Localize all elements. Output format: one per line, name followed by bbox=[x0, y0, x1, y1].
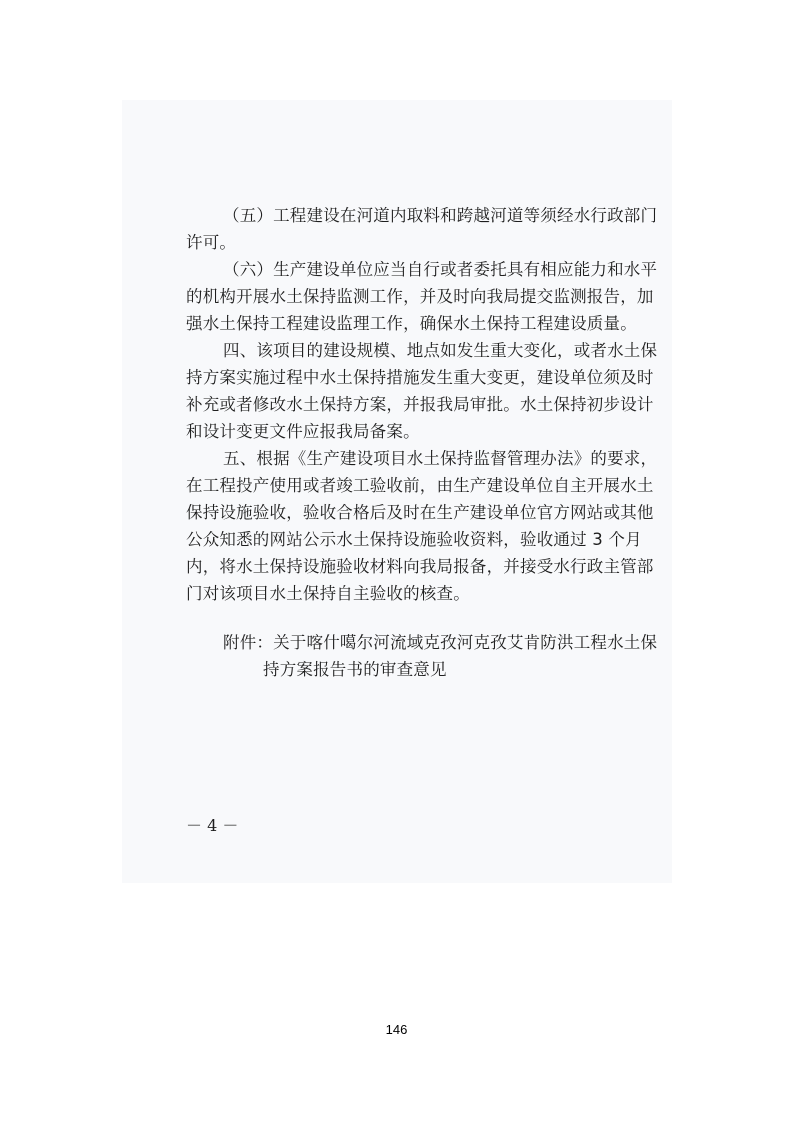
paragraph-six-line-1: （六）生产建设单位应当自行或者委托具有相应能力和水平 bbox=[223, 260, 658, 279]
item-four-line-2: 持方案实施过程中水土保持措施发生重大变更，建设单位须及时 bbox=[186, 368, 654, 387]
item-five-line-3: 保持设施验收，验收合格后及时在生产建设单位官方网站或其他 bbox=[186, 503, 654, 522]
page-number: 146 bbox=[385, 1022, 408, 1037]
inner-page-mark: － 4 － bbox=[186, 816, 239, 835]
paragraph-six-line-2: 的机构开展水土保持监测工作，并及时向我局提交监测报告，加 bbox=[186, 287, 654, 306]
item-four-line-3: 补充或者修改水土保持方案，并报我局审批。水土保持初步设计 bbox=[186, 395, 654, 414]
item-five-line-2: 在工程投产使用或者竣工验收前，由生产建设单位自主开展水土 bbox=[186, 476, 654, 495]
paragraph-five-line-1: （五）工程建设在河道内取料和跨越河道等须经水行政部门 bbox=[223, 206, 658, 225]
item-five-line-5: 内，将水土保持设施验收材料向我局报备，并接受水行政主管部 bbox=[186, 557, 654, 576]
attachment-line-1: 附件：关于喀什噶尔河流域克孜河克孜艾肯防洪工程水土保 bbox=[223, 633, 658, 652]
paragraph-six-line-3: 强水土保持工程建设监理工作，确保水土保持工程建设质量。 bbox=[186, 314, 637, 333]
item-four-line-4: 和设计变更文件应报我局备案。 bbox=[186, 422, 420, 441]
item-five-line-1: 五、根据《生产建设项目水土保持监督管理办法》的要求， bbox=[223, 449, 658, 468]
attachment-line-2: 持方案报告书的审查意见 bbox=[263, 660, 447, 679]
item-five-line-4: 公众知悉的网站公示水土保持设施验收资料，验收通过 3 个月 bbox=[186, 530, 642, 549]
paragraph-five-line-2: 许可。 bbox=[186, 233, 237, 252]
item-four-line-1: 四、该项目的建设规模、地点如发生重大变化，或者水土保 bbox=[223, 341, 658, 360]
item-five-line-6: 门对该项目水土保持自主验收的核查。 bbox=[186, 584, 470, 603]
